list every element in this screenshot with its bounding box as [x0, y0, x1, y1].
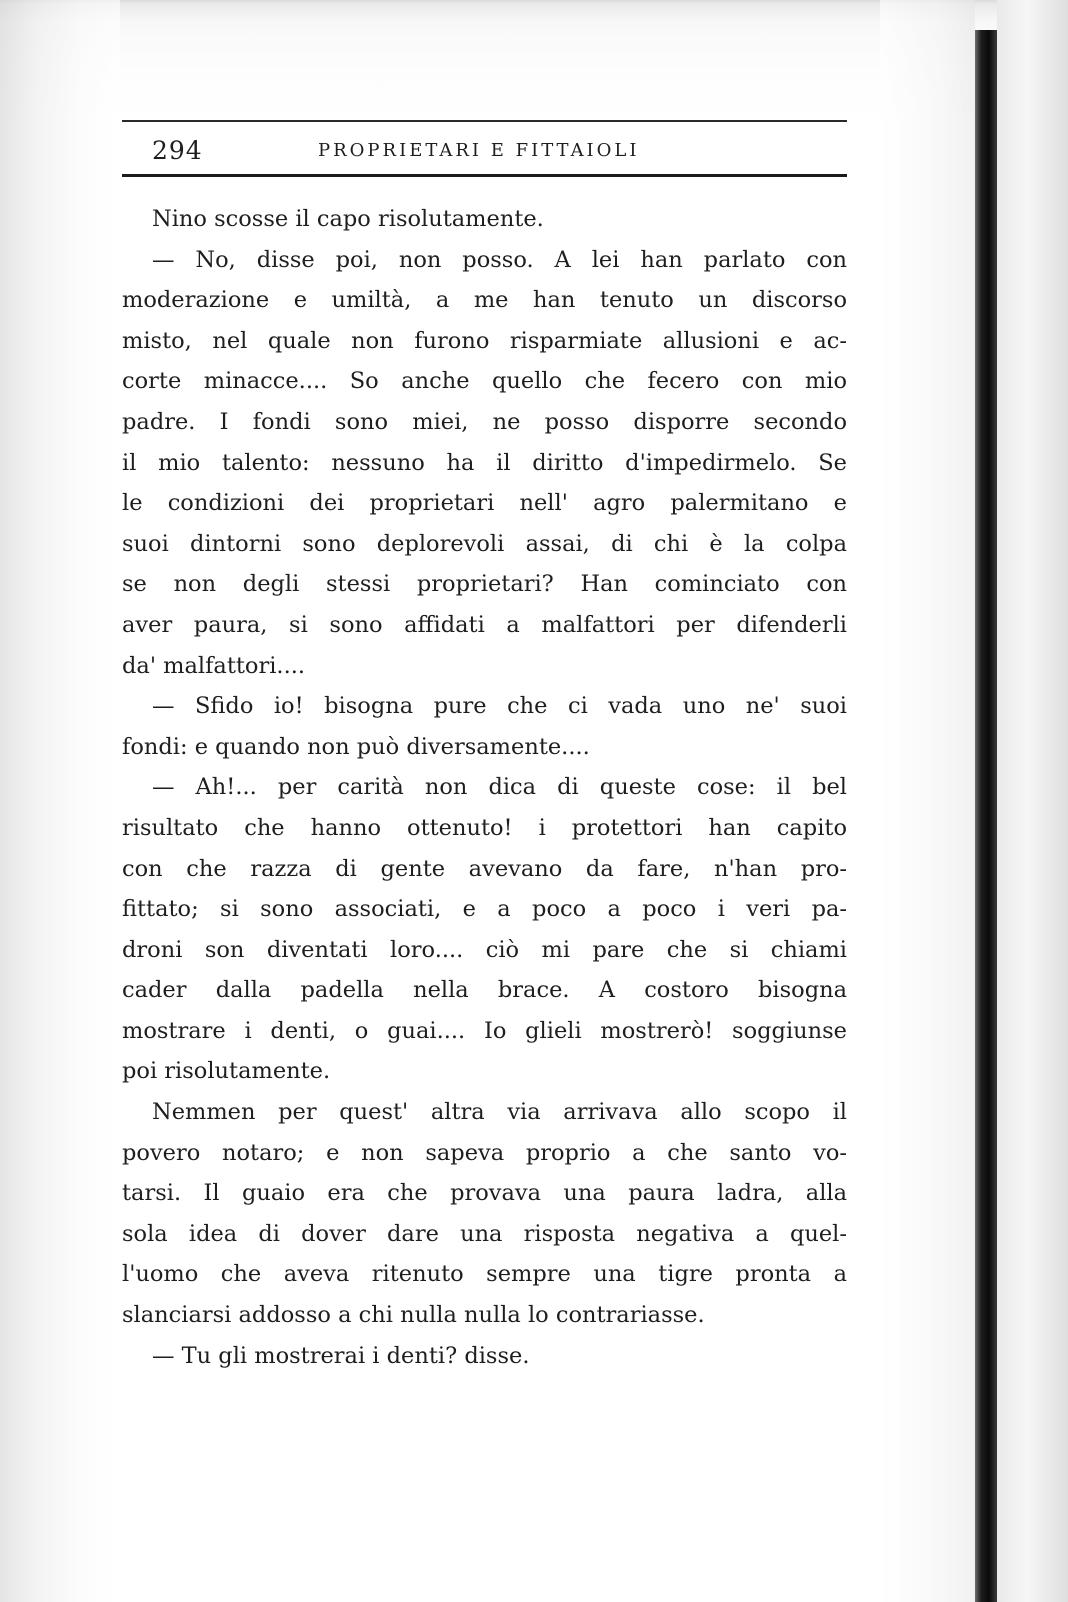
text-line: fittato; si sono associati, e a poco a poco i veri pa- — [122, 896, 847, 923]
book-page — [122, 120, 847, 1376]
text-line: slanciarsi addosso a chi nulla nulla lo contrariasse. — [122, 1302, 705, 1329]
scan-shadow-left — [0, 0, 120, 1602]
text-line: poi risolutamente. — [122, 1058, 331, 1085]
text-line: misto, nel quale non furono risparmiate allusioni e ac- — [122, 327, 847, 354]
text-line: — Ah!... per carità non dica di queste cose: il bel — [152, 774, 847, 801]
text-line: — Sfido io! bisogna pure che ci vada uno ne' suoi — [152, 693, 847, 720]
text-line: se non degli stessi proprietari? Han cominciato con — [122, 571, 847, 598]
page-number: 294 — [152, 136, 203, 165]
text-line: con che razza di gente avevano da fare, n'han pro- — [122, 855, 847, 882]
body-text — [122, 199, 847, 1376]
text-line: Nemmen per quest' altra via arrivava allo scopo il — [152, 1099, 847, 1126]
text-line: Nino scosse il capo risolutamente. — [152, 206, 544, 232]
running-header — [122, 122, 847, 174]
text-line: moderazione e umiltà, a me han tenuto un discorso — [122, 287, 847, 314]
text-line: le condizioni dei proprietari nell' agro palermitano e — [122, 490, 847, 517]
text-line: cader dalla padella nella brace. A costoro bisogna — [122, 977, 847, 1004]
text-line: l'uomo che aveva ritenuto sempre una tigre pronta a — [122, 1261, 847, 1288]
text-line: il mio talento: nessuno ha il diritto d'impedirmelo. Se — [122, 449, 847, 476]
running-title: PROPRIETARI E FITTAIOLI — [318, 140, 640, 161]
text-line: fondi: e quando non può diversamente.... — [122, 733, 590, 760]
text-line: padre. I fondi sono miei, ne posso disporre secondo — [122, 408, 847, 435]
text-line: corte minacce.... So anche quello che fecero con mio — [122, 368, 847, 395]
text-line: suoi dintorni sono deplorevoli assai, di chi è la colpa — [122, 530, 847, 557]
header-rule-bottom — [122, 174, 847, 177]
text-line: mostrare i denti, o guai.... Io glieli mostrerò! soggiunse — [122, 1017, 847, 1044]
facing-page-edge — [997, 0, 1068, 1602]
text-line: tarsi. Il guaio era che provava una paura ladra, alla — [122, 1180, 847, 1207]
text-line: risultato che hanno ottenuto! i protettori han capito — [122, 814, 847, 841]
text-line: aver paura, si sono affidati a malfattori per difenderli — [122, 611, 847, 638]
text-line: povero notaro; e non sapeva proprio a che santo vo- — [122, 1139, 847, 1166]
text-line: droni son diventati loro.... ciò mi pare che si chiami — [122, 936, 847, 963]
text-line: — Tu gli mostrerai i denti? disse. — [152, 1342, 530, 1369]
text-line: — No, disse poi, non posso. A lei han parlato con — [152, 246, 847, 273]
scan-shadow-right — [880, 0, 975, 1602]
text-line: sola idea di dover dare una risposta negativa a quel- — [122, 1220, 847, 1247]
text-line: da' malfattori.... — [122, 652, 306, 679]
book-binding-edge — [975, 30, 997, 1602]
